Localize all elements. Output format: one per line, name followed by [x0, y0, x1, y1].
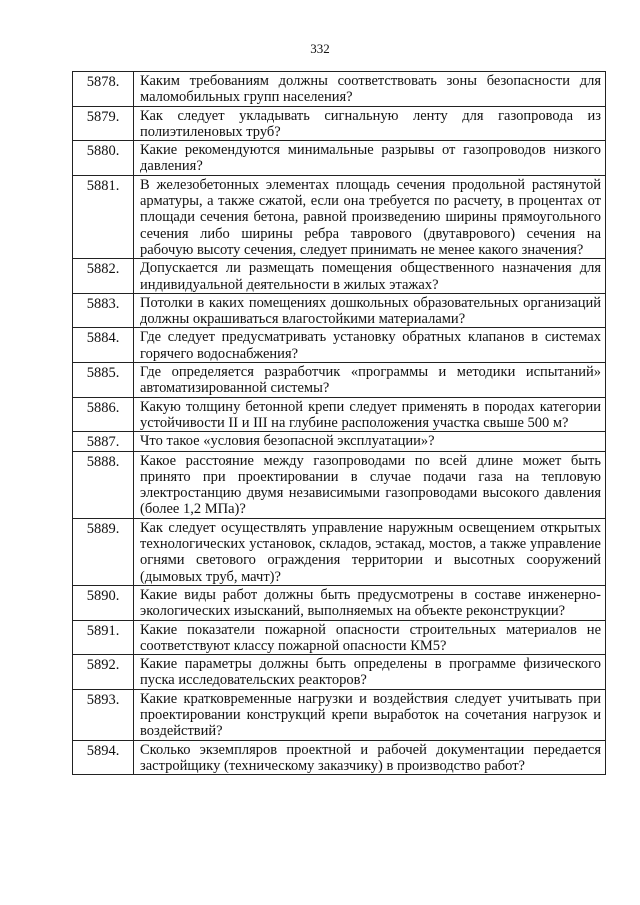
table-row	[73, 363, 606, 398]
table-row	[73, 740, 606, 775]
question-number: 5889.	[73, 518, 134, 585]
question-text: Каким требованиям должны соответствовать зоны безопасности для маломобильных групп населения?	[134, 72, 606, 107]
question-text: Какие рекомендуются минимальные разрывы от газопроводов низкого давления?	[134, 141, 606, 176]
question-number: 5882.	[73, 259, 134, 294]
question-number: 5894.	[73, 740, 134, 775]
question-text: Как следует укладывать сигнальную ленту для газопровода из полиэтиленовых труб?	[134, 106, 606, 141]
table-row	[73, 72, 606, 107]
table-row	[73, 432, 606, 451]
table-row	[73, 518, 606, 585]
question-text: Что такое «условия безопасной эксплуатации»?	[134, 432, 606, 451]
question-text: В железобетонных элементах площадь сечения продольной растянутой арматуры, а также сжатой, если она требуется по расчету, в процентах от площади сечения бетона, равной произведению ширины прямоугольного сечения либо ширины ребра таврового (двутаврового) сечения на рабочую высоту сечения, следует принимать не менее какого значения?	[134, 175, 606, 258]
table-row	[73, 689, 606, 740]
question-text: Какие виды работ должны быть предусмотрены в составе инженерно-экологических изысканий, выполняемых на объекте реконструкции?	[134, 585, 606, 620]
table-row	[73, 141, 606, 176]
question-number: 5883.	[73, 293, 134, 328]
question-text: Где определяется разработчик «программы и методики испытаний» автоматизированной системы?	[134, 363, 606, 398]
table-row	[73, 620, 606, 655]
question-text: Какое расстояние между газопроводами по всей длине может быть принято при проектировании в случае подачи газа на тепловую электростанцию двумя независимыми газопроводами высокого давления (более 1,2 МПа)?	[134, 451, 606, 518]
question-number: 5892.	[73, 655, 134, 690]
question-number: 5887.	[73, 432, 134, 451]
question-text: Допускается ли размещать помещения общественного назначения для индивидуальной деятельности в жилых этажах?	[134, 259, 606, 294]
question-text: Сколько экземпляров проектной и рабочей документации передается застройщику (техническому заказчику) в производство работ?	[134, 740, 606, 775]
question-number: 5884.	[73, 328, 134, 363]
question-text: Какую толщину бетонной крепи следует применять в породах категории устойчивости II и III на глубине расположения участка свыше 500 м?	[134, 397, 606, 432]
table-row	[73, 451, 606, 518]
table-row	[73, 175, 606, 258]
question-number: 5878.	[73, 72, 134, 107]
question-text: Какие параметры должны быть определены в программе физического пуска исследовательских реакторов?	[134, 655, 606, 690]
question-number: 5885.	[73, 363, 134, 398]
questions-table	[72, 71, 606, 775]
question-text: Какие кратковременные нагрузки и воздействия следует учитывать при проектировании конструкций крепи выработок на сочетания нагрузок и воздействий?	[134, 689, 606, 740]
question-text: Где следует предусматривать установку обратных клапанов в системах горячего водоснабжения?	[134, 328, 606, 363]
question-number: 5891.	[73, 620, 134, 655]
question-number: 5881.	[73, 175, 134, 258]
table-row	[73, 293, 606, 328]
table-row	[73, 655, 606, 690]
question-number: 5888.	[73, 451, 134, 518]
table-row	[73, 328, 606, 363]
question-number: 5893.	[73, 689, 134, 740]
table-row	[73, 106, 606, 141]
question-text: Какие показатели пожарной опасности строительных материалов не соответствуют классу пожарной опасности КМ5?	[134, 620, 606, 655]
question-text: Потолки в каких помещениях дошкольных образовательных организаций должны окрашиваться влагостойкими материалами?	[134, 293, 606, 328]
question-number: 5879.	[73, 106, 134, 141]
table-row	[73, 259, 606, 294]
page-number: 332	[310, 41, 330, 56]
table-row	[73, 585, 606, 620]
question-number: 5886.	[73, 397, 134, 432]
question-text: Как следует осуществлять управление наружным освещением открытых технологических установок, складов, эстакад, мостов, а также управление огнями светового ограждения территории и высотных сооружений (дымовых труб, мачт)?	[134, 518, 606, 585]
question-number: 5880.	[73, 141, 134, 176]
question-number: 5890.	[73, 585, 134, 620]
table-row	[73, 397, 606, 432]
